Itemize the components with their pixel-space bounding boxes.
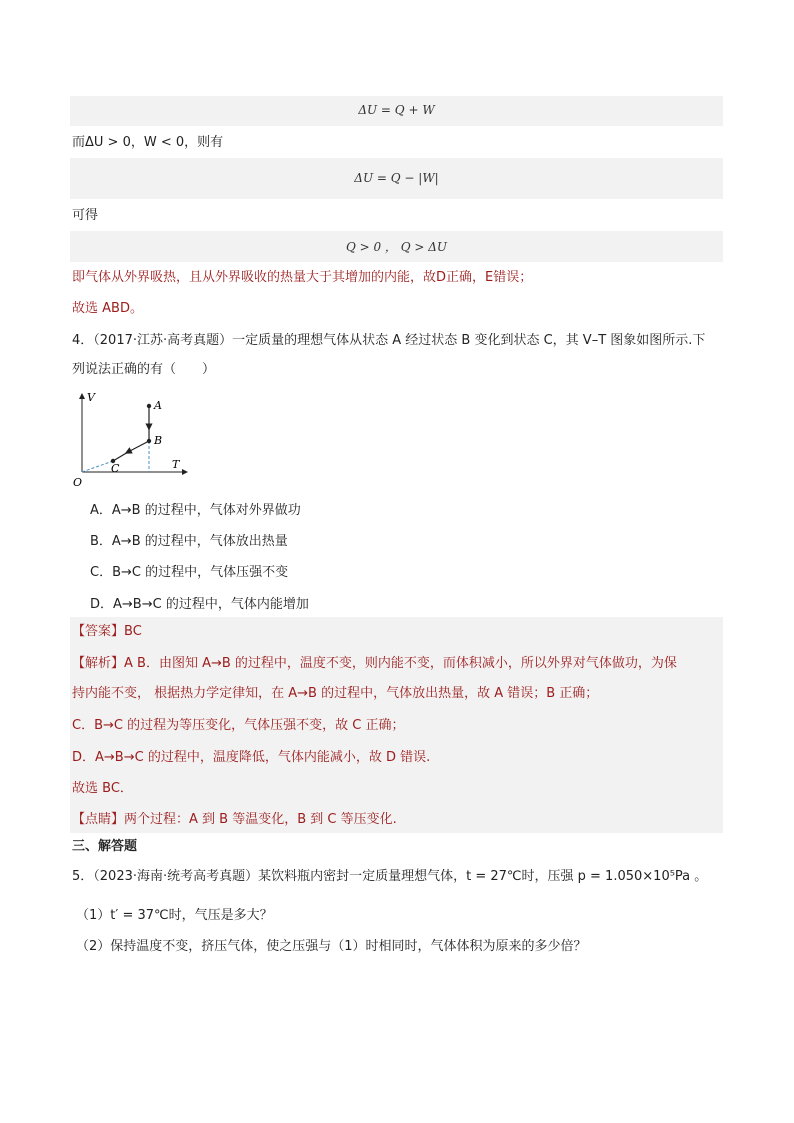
label-v: V [87, 391, 95, 404]
segment-bc-tail [113, 452, 128, 461]
q4-option-c: C．B→C 的过程中，气体压强不变 [90, 565, 289, 580]
condition-line: 而ΔU > 0，W < 0，则有 [72, 135, 224, 150]
label-b: B [154, 434, 163, 447]
vt-graph [70, 390, 190, 490]
q4-dianjing: 【点睛】两个过程：A 到 B 等温变化，B 到 C 等压变化. [72, 812, 397, 827]
keyi-line: 可得 [72, 208, 99, 223]
conclusion-line: 即气体从外界吸热，且从外界吸收的热量大于其增加的内能，故D正确，E错误； [72, 270, 533, 285]
q4-answer: 【答案】BC [72, 624, 142, 639]
q4-option-a: A．A→B 的过程中，气体对外界做功 [90, 503, 301, 518]
q4-analysis-3: C．B→C 的过程为等压变化，气体压强不变，故 C 正确； [72, 718, 405, 733]
q5-sub-1: （1）t′ = 37℃时，气压是多大？ [76, 908, 273, 923]
q4-analysis-4: D．A→B→C 的过程中，温度降低，气体内能减小，故 D 错误. [72, 750, 431, 765]
section-heading: 三、解答题 [72, 839, 138, 854]
q4-stem-line-1: 4．（2017·江苏·高考真题）一定质量的理想气体从状态 A 经过状态 B 变化到状态 C，其 V–T 图象如图所示.下 [72, 333, 706, 348]
segment-bc [128, 441, 149, 452]
q4-option-b: B．A→B 的过程中，气体放出热量 [90, 534, 288, 549]
equation-1: ΔU = Q + W [358, 103, 435, 117]
q5-stem: 5．（2023·海南·统考高考真题）某饮料瓶内密封一定质量理想气体，t = 27℃时，压强 p = 1.050×10⁵Pa 。 [72, 869, 708, 884]
choose-line-1: 故选 ABD。 [72, 301, 143, 316]
equation-3: Q > 0 ， Q > ΔU [345, 240, 448, 254]
q4-analysis-1: 【解析】A B．由图知 A→B 的过程中，温度不变，则内能不变，而体积减小，所以外界对气体做功，为保 [72, 656, 677, 671]
label-t: T [172, 458, 180, 471]
label-c: C [111, 462, 120, 475]
label-a: A [154, 399, 162, 412]
q4-stem-line-2: 列说法正确的有（ ） [72, 362, 216, 377]
dashed-origin-c [82, 461, 113, 472]
q4-choose: 故选 BC． [72, 781, 133, 796]
q4-analysis-2: 持内能不变， 根据热力学定律知，在 A→B 的过程中，气体放出热量，故 A 错误；B 正确； [72, 686, 599, 701]
point-b [147, 439, 151, 443]
equation-2: ΔU = Q − |W| [354, 171, 439, 185]
q4-option-d: D．A→B→C 的过程中，气体内能增加 [90, 597, 309, 612]
label-o: O [73, 476, 83, 489]
point-a [147, 404, 151, 408]
q5-sub-2: （2）保持温度不变，挤压气体，使之压强与（1）时相同时，气体体积为原来的多少倍？ [76, 939, 587, 954]
